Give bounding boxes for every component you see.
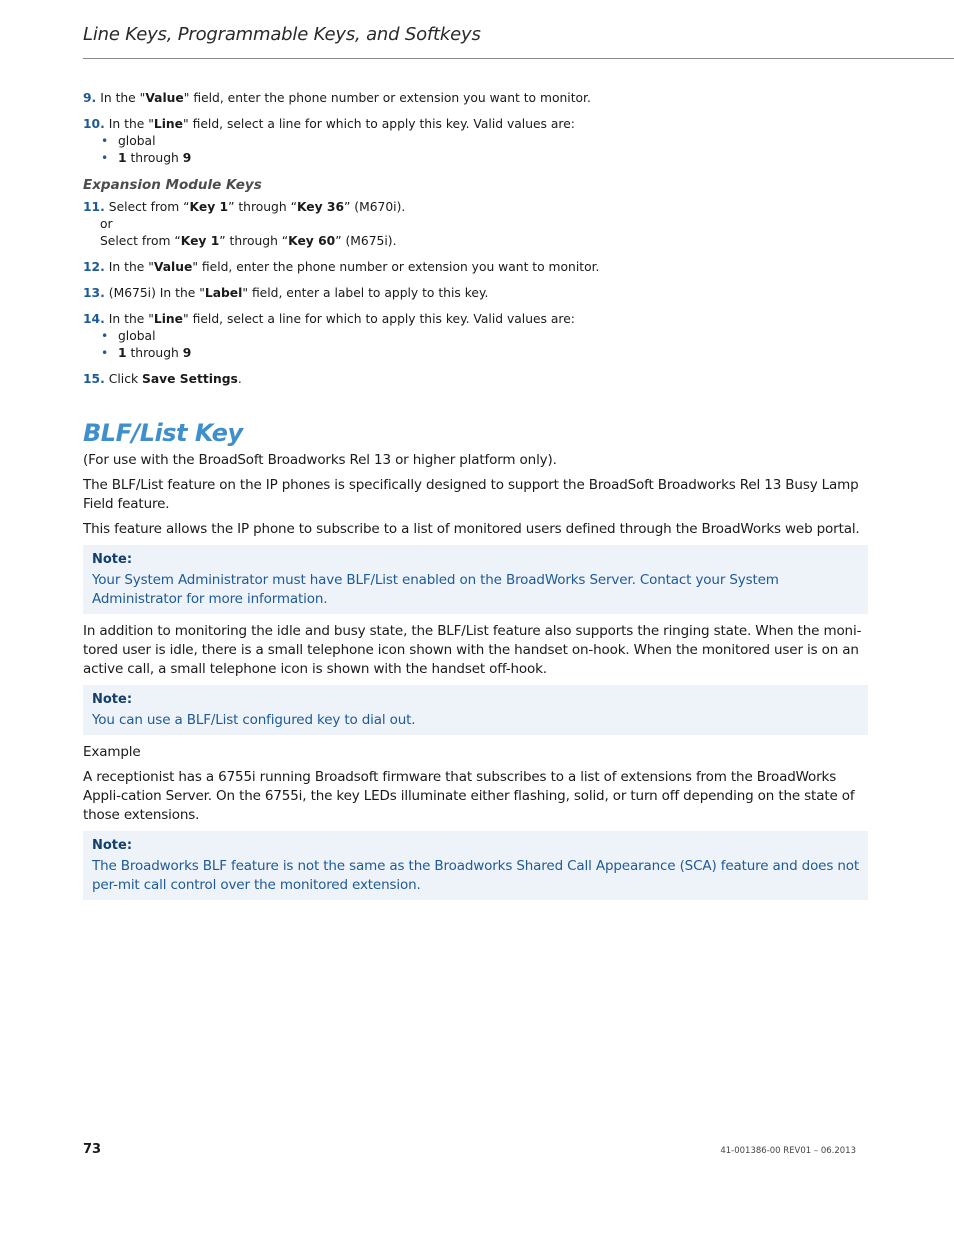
step-9: 9. In the "Value" field, enter the phone number or extension you want to monitor.	[83, 91, 591, 105]
example-label: Example	[83, 744, 141, 760]
list-item: • global	[101, 133, 868, 150]
note-box	[83, 545, 868, 614]
section-title: BLF/List Key	[83, 419, 243, 447]
paragraph: (For use with the BroadSoft Broadworks Rel 13 or higher platform only).	[83, 452, 557, 468]
note-text: The Broadworks BLF feature is not the same as the Broadworks Shared Call Appearance (SCA) feature and does not per-mit call control over the monitored extension.	[92, 858, 860, 893]
note-label: Note:	[92, 692, 133, 707]
note-box	[83, 685, 868, 735]
step-10: 10. In the "Line" field, select a line for which to apply this key. Valid values are: • global • 1 through 9	[83, 116, 868, 167]
valid-values-list	[83, 133, 868, 167]
paragraph: This feature allows the IP phone to subscribe to a list of monitored users defined through the BroadWorks web portal.	[83, 521, 860, 537]
note-label: Note:	[92, 552, 133, 567]
page-number: 73	[83, 1142, 102, 1157]
list-item: • 1 through 9	[101, 150, 868, 167]
note-box	[83, 831, 868, 900]
step-14: 14. In the "Line" field, select a line for which to apply this key. Valid values are: • global • 1 through 9	[83, 311, 868, 362]
step-15: 15. Click Save Settings.	[83, 372, 242, 386]
note-text: You can use a BLF/List configured key to dial out.	[92, 712, 416, 728]
paragraph: In addition to monitoring the idle and busy state, the BLF/List feature also supports the ringing state. When the moni-tored user is idle, there is a small telephone icon shown with the handset on-hook. When the monitored user is on an active call, a small telephone icon is shown with the handset off-hook.	[83, 623, 862, 677]
paragraph: The BLF/List feature on the IP phones is specifically designed to support the BroadSoft Broadworks Rel 13 Busy Lamp Field feature.	[83, 477, 859, 512]
step-13: 13. (M675i) In the "Label" field, enter a label to apply to this key.	[83, 286, 489, 300]
list-item: • global	[101, 328, 868, 345]
step-11: 11. Select from “Key 1” through “Key 36” (M670i). or Select from “Key 1” through “Key 60” (M675i).	[83, 200, 406, 248]
page-content	[83, 90, 868, 908]
step-12: 12. In the "Value" field, enter the phone number or extension you want to monitor.	[83, 260, 600, 274]
document-id: 41-001386-00 REV01 – 06.2013	[720, 1146, 856, 1156]
valid-values-list	[83, 328, 868, 362]
subheading-expansion-module-keys: Expansion Module Keys	[83, 177, 262, 193]
paragraph: A receptionist has a 6755i running Broadsoft firmware that subscribes to a list of extensions from the BroadWorks Appli-cation Server. On the 6755i, the key LEDs illuminate either flashing, solid, or turn off depending on the state of those extensions.	[83, 769, 855, 823]
note-label: Note:	[92, 838, 133, 853]
header-rule	[83, 58, 954, 59]
running-header: Line Keys, Programmable Keys, and Softkeys	[83, 24, 481, 45]
list-item: • 1 through 9	[101, 345, 868, 362]
note-text: Your System Administrator must have BLF/List enabled on the BroadWorks Server. Contact your System Administrator for more information.	[92, 572, 779, 607]
